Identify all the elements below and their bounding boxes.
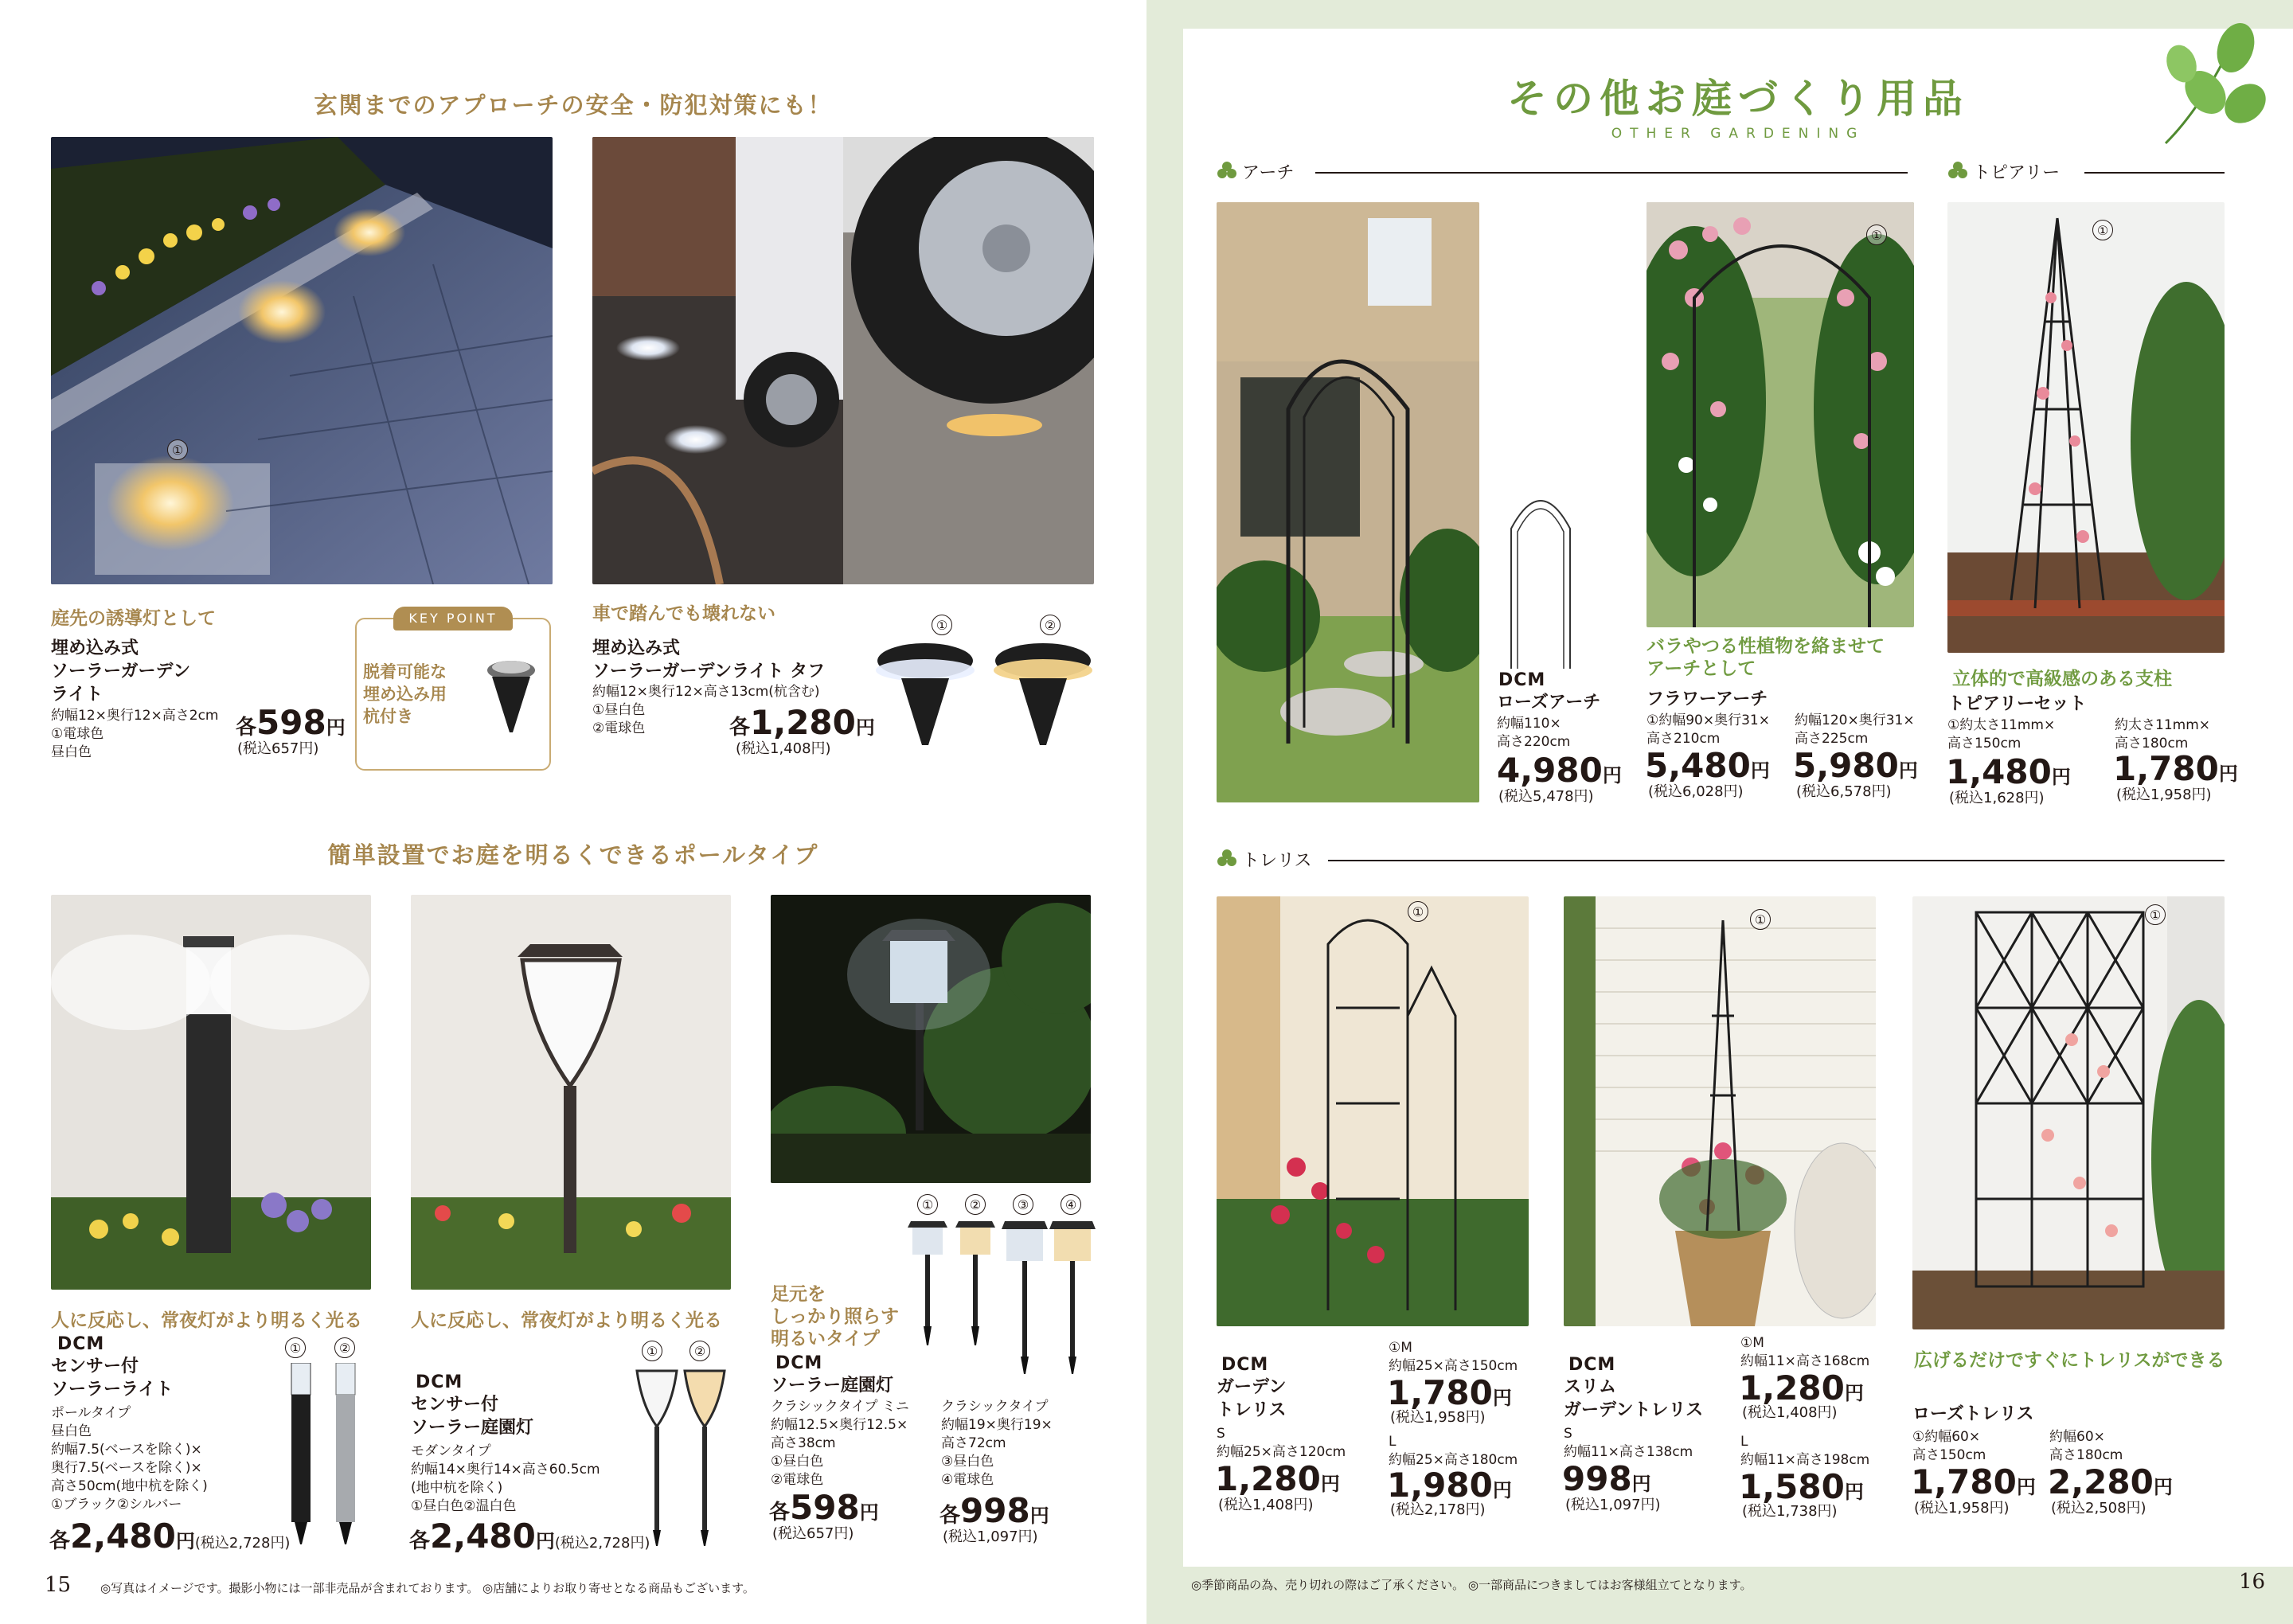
classic-light-product-image: [908, 1218, 1099, 1377]
section-arch-label: アーチ: [1242, 163, 1295, 183]
section-trellis-rule: [1328, 860, 2225, 861]
spec-garden-trellis-l1: L: [1389, 1434, 1397, 1450]
embedded-light-stake-image: [479, 653, 543, 740]
photo-sensor-solar-light: [51, 895, 371, 1290]
spec-garden-trellis-s1: S: [1217, 1426, 1225, 1442]
caption-rose-trellis: 広げるだけですぐにトレリスができる: [1914, 1350, 2225, 1371]
tax-topiary-b: (税込1,958円): [2116, 787, 2212, 803]
marker-slim-trellis-1: ①: [1750, 909, 1771, 930]
price-p3: 各2,480円(税込2,728円): [49, 1517, 291, 1556]
photo-sensor-garden-lamp: [411, 895, 731, 1290]
spec-topiary-b2: 高さ180cm: [2115, 736, 2189, 751]
caption-p5-1: 足元を: [771, 1284, 826, 1305]
section-arch-rule: [1315, 172, 1908, 174]
spec-p5b-5: ④電球色: [941, 1472, 994, 1488]
photo-rose-trellis: [1912, 896, 2225, 1329]
spec-flower-arch-a1: ①約幅90×奥行31×: [1647, 712, 1770, 728]
keypoint-line-2: 埋め込み用: [363, 685, 447, 704]
photo-classic-garden-light: [771, 895, 1091, 1183]
marker-p4-1: ①: [642, 1341, 662, 1361]
price-p1: 各598円: [236, 703, 346, 742]
tough-light-product-image: [869, 637, 1100, 756]
brand-p4: DCM: [416, 1372, 463, 1392]
spec-p5b-3: 高さ72cm: [941, 1435, 1006, 1451]
spec-p4-4: ①昼白色②温白色: [411, 1498, 517, 1514]
spec-p3-1: ポールタイプ: [51, 1405, 131, 1421]
photo-tough-light-car: [592, 137, 1094, 584]
caption-p5: [771, 1283, 899, 1350]
spec-p5a-5: ②電球色: [771, 1472, 824, 1488]
spec-rose-trellis-b2: 高さ180cm: [2049, 1447, 2123, 1463]
footer-left: ◎写真はイメージです。撮影小物には一部非売品が含まれております。 ◎店舗によりお取り寄せとなる商品もございます。: [100, 1581, 755, 1595]
spec-garden-trellis-m2: 約幅25×高さ150cm: [1389, 1358, 1518, 1374]
keypoint-text: [363, 661, 447, 728]
marker-p3-1: ①: [285, 1337, 306, 1358]
spec-p2-1: 約幅12×奥行12×高さ13cm(杭含む): [592, 684, 820, 700]
name-slim-trellis-2: ガーデントレリス: [1564, 1400, 1704, 1420]
price-garden-trellis-l: 1,980円: [1387, 1466, 1512, 1505]
spec-p5a-1: クラシックタイプ ミニ: [771, 1399, 909, 1415]
spec-slim-trellis-l1: L: [1740, 1434, 1748, 1450]
marker-p5-1: ①: [917, 1194, 938, 1215]
name-p1-2: ソーラーガーデン: [51, 662, 191, 681]
photo-slim-trellis: [1564, 896, 1876, 1326]
caption-p3: 人に反応し、常夜灯がより明るく光る: [51, 1310, 362, 1331]
section-trellis-label: トレリス: [1242, 851, 1312, 871]
caption-flower-arch: [1647, 635, 1885, 680]
price-p4: 各2,480円(税込2,728円): [409, 1517, 650, 1556]
spec-p5a-2: 約幅12.5×奥行12.5×: [771, 1417, 908, 1433]
tax-p2: (税込1,408円): [736, 740, 831, 757]
tax-flower-arch-a: (税込6,028円): [1648, 783, 1744, 800]
spec-p5b-2: 約幅19×奥行19×: [941, 1417, 1053, 1433]
price-flower-arch-a: 5,480円: [1645, 746, 1770, 785]
name-p1-3: ライト: [51, 685, 104, 705]
tax-rose-trellis-b: (税込2,508円): [2051, 1500, 2147, 1517]
spec-p5b-1: クラシックタイプ: [941, 1399, 1049, 1415]
right-heading: その他お庭づくり用品: [1507, 76, 1969, 122]
name-p3-2: ソーラーライト: [51, 1380, 174, 1400]
marker-p4-2: ②: [689, 1341, 710, 1361]
spec-topiary-a1: ①約太さ11mm×: [1947, 717, 2056, 733]
name-rose-arch: ローズアーチ: [1497, 693, 1601, 712]
marker-p3-2: ②: [334, 1337, 355, 1358]
left-heading-1: 玄関までのアプローチの安全・防犯対策にも！: [314, 92, 833, 119]
name-garden-trellis-1: ガーデン: [1217, 1377, 1287, 1397]
tax-slim-trellis-m: (税込1,408円): [1742, 1404, 1838, 1421]
spec-rose-arch-1: 約幅110×: [1497, 716, 1561, 732]
tax-slim-trellis-l: (税込1,738円): [1742, 1503, 1838, 1520]
brand-garden-trellis: DCM: [1221, 1355, 1269, 1375]
spec-rose-trellis-a2: 高さ150cm: [1912, 1447, 1986, 1463]
spec-slim-trellis-s2: 約幅11×高さ138cm: [1564, 1444, 1693, 1460]
price-topiary-b: 1,780円: [2113, 749, 2238, 788]
name-p2-2: ソーラーガーデンライト タフ: [592, 662, 826, 681]
price-p5b: 各998円: [939, 1491, 1049, 1530]
price-garden-trellis-s: 1,280円: [1215, 1459, 1340, 1498]
spec-p5a-4: ①昼白色: [771, 1454, 824, 1470]
photo-garden-trellis: [1217, 896, 1529, 1326]
caption-flower-arch-1: バラやつる性植物を絡ませて: [1647, 636, 1885, 657]
spec-rose-trellis-b1: 約幅60×: [2049, 1429, 2105, 1445]
marker-rose-trellis-1: ①: [2145, 904, 2166, 925]
clover-icon-trellis: [1217, 849, 1237, 869]
marker-p5-4: ④: [1061, 1194, 1081, 1215]
spec-topiary-b1: 約太さ11mm×: [2115, 717, 2210, 733]
tax-garden-trellis-m: (税込1,958円): [1390, 1409, 1486, 1426]
marker-1: ①: [167, 439, 188, 460]
price-slim-trellis-s: 998円: [1562, 1459, 1651, 1498]
price-garden-trellis-m: 1,780円: [1387, 1373, 1512, 1412]
spec-p1-1: 約幅12×奥行12×高さ2cm: [51, 708, 219, 724]
clover-icon-arch: [1217, 161, 1237, 182]
price-slim-trellis-m: 1,280円: [1739, 1368, 1864, 1407]
name-flower-arch: フラワーアーチ: [1647, 689, 1768, 709]
tax-topiary-a: (税込1,628円): [1949, 790, 2045, 806]
marker-flower-arch-1: ①: [1866, 224, 1887, 245]
price-p2: 各1,280円: [729, 703, 875, 742]
caption-flower-arch-2: アーチとして: [1647, 658, 1756, 679]
spec-p4-2: 約幅14×奥行14×高さ60.5cm: [411, 1462, 600, 1478]
spec-slim-trellis-l2: 約幅11×高さ198cm: [1740, 1452, 1870, 1468]
spec-p5b-4: ③昼白色: [941, 1454, 994, 1470]
spec-flower-arch-b1: 約幅120×奥行31×: [1795, 712, 1915, 728]
tax-flower-arch-b: (税込6,578円): [1796, 783, 1892, 800]
name-p1-1: 埋め込み式: [51, 638, 139, 658]
brand-rose-arch: DCM: [1498, 670, 1546, 690]
tax-p5b: (税込1,097円): [943, 1528, 1038, 1545]
name-topiary: トピアリーセット: [1947, 694, 2087, 714]
spec-p2-2: ①昼白色: [592, 702, 646, 718]
keypoint-line-3: 杭付き: [363, 707, 413, 726]
left-heading-2: 簡単設置でお庭を明るくできるポールタイプ: [327, 841, 819, 869]
name-p5: ソーラー庭園灯: [771, 1376, 894, 1396]
tax-rose-trellis-a: (税込1,958円): [1914, 1500, 2010, 1517]
caption-p1: 庭先の誘導灯として: [51, 608, 216, 629]
price-slim-trellis-l: 1,580円: [1739, 1467, 1864, 1506]
brand-p5: DCM: [775, 1353, 823, 1373]
tax-p1: (税込657円): [237, 740, 319, 757]
spec-p3-5: 高さ50cm(地中杭を除く): [51, 1478, 208, 1494]
brand-p3: DCM: [57, 1334, 105, 1354]
sensor-light-product-image: [280, 1363, 368, 1546]
price-flower-arch-b: 5,980円: [1793, 746, 1918, 785]
section-topiary-rule: [2084, 172, 2225, 174]
page-number-right: 16: [2239, 1570, 2266, 1594]
spec-garden-trellis-m1: ①M: [1389, 1340, 1412, 1356]
right-subheading: OTHER GARDENING: [1611, 126, 1865, 142]
price-rose-trellis-b: 2,280円: [2048, 1462, 2173, 1501]
marker-p5-3: ③: [1013, 1194, 1033, 1215]
spec-slim-trellis-m2: 約幅11×高さ168cm: [1740, 1353, 1870, 1369]
name-p3-1: センサー付: [51, 1357, 139, 1376]
spec-slim-trellis-m1: ①M: [1740, 1335, 1764, 1351]
tax-rose-arch: (税込5,478円): [1498, 788, 1594, 805]
spec-p5a-3: 高さ38cm: [771, 1435, 836, 1451]
photo-flower-arch: [1647, 202, 1914, 627]
spec-topiary-a2: 高さ150cm: [1947, 736, 2022, 751]
photo-embedded-light-path: [51, 137, 553, 584]
name-garden-trellis-2: トレリス: [1217, 1400, 1287, 1420]
marker-p5-2: ②: [965, 1194, 986, 1215]
price-p5a: 各598円: [769, 1488, 879, 1527]
tax-slim-trellis-s: (税込1,097円): [1565, 1497, 1661, 1513]
spec-rose-trellis-a1: ①約幅60×: [1912, 1429, 1981, 1445]
spec-p4-1: モダンタイプ: [411, 1443, 491, 1459]
page-number-left: 15: [45, 1573, 72, 1597]
keypoint-line-1: 脱着可能な: [363, 662, 447, 681]
price-topiary-a: 1,480円: [1946, 752, 2071, 791]
tax-garden-trellis-s: (税込1,408円): [1218, 1497, 1314, 1513]
caption-p5-3: 明るいタイプ: [771, 1329, 880, 1349]
caption-p5-2: しっかり照らす: [771, 1306, 899, 1327]
spec-rose-arch-2: 高さ220cm: [1497, 734, 1571, 750]
spec-garden-trellis-l2: 約幅25×高さ180cm: [1389, 1452, 1518, 1468]
spec-p1-3: 昼白色: [51, 744, 92, 760]
tax-garden-trellis-l: (税込2,178円): [1390, 1501, 1486, 1518]
spec-garden-trellis-s2: 約幅25×高さ120cm: [1217, 1444, 1346, 1460]
spec-p1-2: ①電球色: [51, 726, 104, 742]
section-topiary-label: トピアリー: [1973, 163, 2061, 183]
name-slim-trellis-1: スリム: [1564, 1377, 1617, 1397]
spec-p4-3: (地中杭を除く): [411, 1480, 503, 1496]
name-p4-1: センサー付: [411, 1395, 499, 1415]
spec-slim-trellis-s1: S: [1564, 1426, 1572, 1442]
name-rose-trellis: ローズトレリス: [1912, 1404, 2034, 1424]
spec-p3-2: 昼白色: [51, 1423, 92, 1439]
marker-p2-2: ②: [1040, 615, 1061, 635]
name-p2-1: 埋め込み式: [592, 638, 681, 658]
spec-flower-arch-a2: 高さ210cm: [1647, 731, 1721, 747]
photo-rose-arch: [1217, 202, 1479, 802]
marker-p2-1: ①: [932, 615, 952, 635]
leaf-decoration-icon: [2150, 16, 2269, 151]
spec-p3-4: 奥行7.5(ベースを除く)×: [51, 1460, 202, 1476]
tax-p5a: (税込657円): [772, 1525, 854, 1542]
rose-arch-product-image: [1505, 481, 1576, 672]
footer-right: ◎季節商品の為、売り切れの際はご了承ください。 ◎一部商品につきましてはお客様組立てとなります。: [1191, 1578, 1752, 1592]
garden-lamp-product-image: [634, 1366, 729, 1549]
caption-topiary: 立体的で高級感のある支柱: [1952, 669, 2172, 689]
photo-topiary: [1947, 202, 2225, 653]
spec-p3-6: ①ブラック②シルバー: [51, 1497, 182, 1513]
brand-slim-trellis: DCM: [1568, 1355, 1616, 1375]
keypoint-tab: KEY POINT: [393, 607, 513, 630]
caption-p4: 人に反応し、常夜灯がより明るく光る: [411, 1310, 722, 1331]
spec-p3-3: 約幅7.5(ベースを除く)×: [51, 1442, 202, 1458]
spec-p2-3: ②電球色: [592, 720, 646, 736]
price-rose-arch: 4,980円: [1497, 751, 1622, 790]
caption-p2: 車で踏んでも壊れない: [592, 603, 775, 624]
name-p4-2: ソーラー庭園灯: [411, 1418, 534, 1438]
spec-flower-arch-b2: 高さ225cm: [1795, 731, 1869, 747]
marker-topiary-1: ①: [2092, 220, 2113, 240]
marker-garden-trellis-1: ①: [1408, 901, 1428, 922]
price-rose-trellis-a: 1,780円: [1911, 1462, 2036, 1501]
clover-icon-topiary: [1947, 161, 1968, 182]
